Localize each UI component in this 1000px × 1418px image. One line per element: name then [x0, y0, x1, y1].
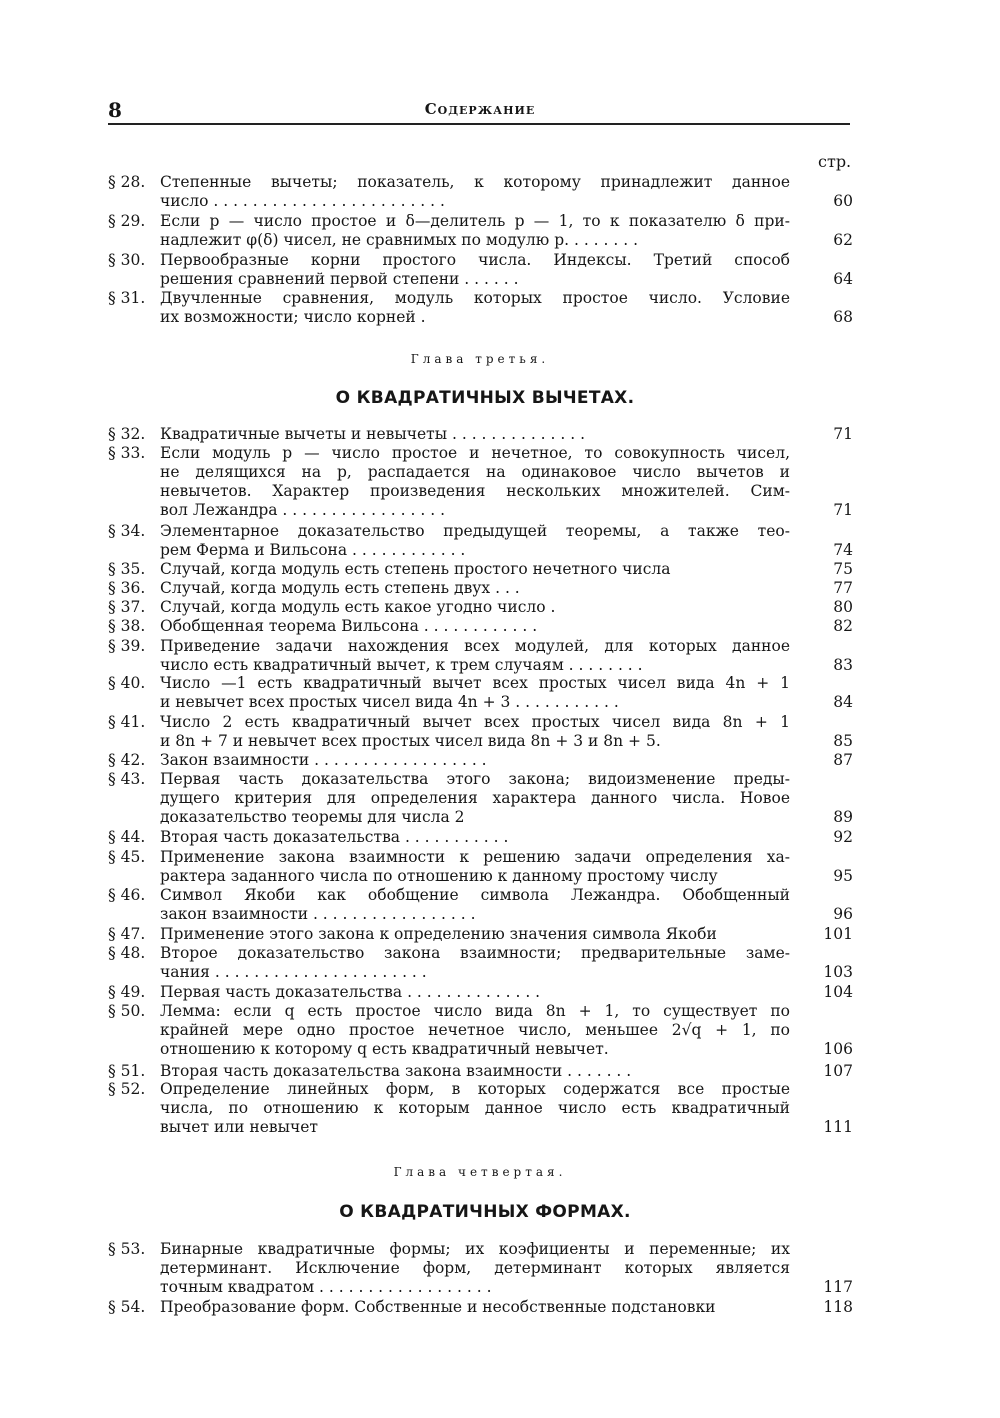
entry-text — [160, 1080, 790, 1137]
chapter-3-label: Глава третья. — [410, 352, 550, 366]
page-reference: 60 — [833, 192, 853, 210]
entry-line: крайней мере одно простое нечетное число, меньшее 2√q + 1, по — [160, 1021, 790, 1039]
entry-text — [160, 617, 790, 636]
entry-line: Число —1 есть квадратичный вычет всех простых чисел вида 4n + 1 — [160, 674, 790, 692]
page-reference: 103 — [823, 963, 853, 981]
entry-text — [160, 848, 790, 886]
entry-text — [160, 751, 790, 770]
entry-text — [160, 212, 790, 250]
page-reference: 64 — [833, 270, 853, 288]
entry-text — [160, 444, 790, 520]
entry-line: Двучленные сравнения, модуль которых простое число. Условие — [160, 289, 790, 307]
entry-line: надлежит φ(δ) чисел, не сравнимых по модулю p. . . . . . . . — [160, 231, 639, 249]
entry-line: решения сравнений первой степени . . . . . . — [160, 270, 519, 288]
entry-line: Вторая часть доказательства закона взаимности . . . . . . . — [160, 1062, 632, 1080]
page-reference: 96 — [833, 905, 853, 923]
entry-line: Степенные вычеты; показатель, к которому принадлежит данное — [160, 173, 790, 191]
entry-text — [160, 579, 790, 598]
entry-text — [160, 1298, 790, 1317]
page-header — [108, 96, 852, 126]
entry-line: Случай, когда модуль есть какое угодно число . — [160, 598, 556, 616]
section-number: § 51. — [108, 1062, 146, 1080]
entry-text — [160, 522, 790, 560]
section-number: § 35. — [108, 560, 146, 578]
entry-line: Закон взаимности . . . . . . . . . . . . . . . . . . — [160, 751, 487, 769]
section-number: § 46. — [108, 886, 146, 904]
entry-text — [160, 770, 790, 827]
section-number: § 29. — [108, 212, 146, 230]
entry-text — [160, 886, 790, 924]
entry-line: точным квадратом . . . . . . . . . . . . . . . . . . — [160, 1278, 492, 1296]
page-reference: 89 — [833, 808, 853, 826]
entry-line: Применение закона взаимности к решению задачи определения ха- — [160, 848, 790, 866]
entry-line: Элементарное доказательство предыдущей теоремы, а также тео- — [160, 522, 790, 540]
page-column-label: стр. — [818, 152, 852, 171]
entry-text — [160, 925, 790, 944]
entry-line: Приведение задачи нахождения всех модулей, для которых данное — [160, 637, 790, 655]
entry-line: и 8n + 7 и невычет всех простых чисел вида 8n + 3 и 8n + 5. — [160, 732, 661, 750]
entry-line: дущего критерия для определения характера данного числа. Новое — [160, 789, 790, 807]
page-reference: 75 — [833, 560, 853, 578]
entry-line: отношению к которому q есть квадратичный невычет. — [160, 1040, 609, 1058]
section-number: § 32. — [108, 425, 146, 443]
page-reference: 87 — [833, 751, 853, 769]
section-number: § 36. — [108, 579, 146, 597]
entry-line: Квадратичные вычеты и невычеты . . . . . . . . . . . . . . — [160, 425, 586, 443]
header-rule — [108, 123, 850, 125]
page-reference: 77 — [833, 579, 853, 597]
section-number: § 41. — [108, 713, 146, 731]
entry-text — [160, 674, 790, 712]
section-number: § 33. — [108, 444, 146, 462]
entry-line: Первая часть доказательства этого закона; видоизменение преды- — [160, 770, 790, 788]
entry-line: Применение этого закона к определению значения символа Якоби — [160, 925, 717, 943]
entry-line: Если модуль p — число простое и нечетное, то совокупность чисел, — [160, 444, 790, 462]
entry-text — [160, 251, 790, 289]
entry-line: число есть квадратичный вычет, к трем случаям . . . . . . . . — [160, 656, 643, 674]
entry-line: Лемма: если q есть простое число вида 8n + 1, то существует по — [160, 1002, 790, 1020]
page-reference: 85 — [833, 732, 853, 750]
entry-text — [160, 1240, 790, 1297]
section-number: § 49. — [108, 983, 146, 1001]
page-reference: 71 — [833, 425, 853, 443]
entry-text — [160, 713, 790, 751]
page-reference: 107 — [823, 1062, 853, 1080]
entry-text — [160, 289, 790, 327]
entry-line: вол Лежандра . . . . . . . . . . . . . . . . . — [160, 501, 445, 519]
page-reference: 118 — [823, 1298, 853, 1316]
section-number: § 30. — [108, 251, 146, 269]
entry-line: Символ Якоби как обобщение символа Лежандра. Обобщенный — [160, 886, 790, 904]
entry-line: рактера заданного числа по отношению к данному простому числу — [160, 867, 718, 885]
page-reference: 83 — [833, 656, 853, 674]
entry-text — [160, 1062, 790, 1081]
section-number: § 53. — [108, 1240, 146, 1258]
entry-line: детерминант. Исключение форм, детерминант которых является — [160, 1259, 790, 1277]
entry-line: закон взаимности . . . . . . . . . . . . . . . . . — [160, 905, 476, 923]
page-reference: 117 — [823, 1278, 853, 1296]
entry-line: их возможности; число корней . — [160, 308, 426, 326]
entry-line: не делящихся на p, распадается на одинаковое число вычетов и — [160, 463, 790, 481]
entry-text — [160, 173, 790, 211]
entry-line: вычет или невычет — [160, 1118, 318, 1136]
entry-line: Случай, когда модуль есть степень двух . . . — [160, 579, 520, 597]
entry-line: Если p — число простое и δ—делитель p — 1, то к показателю δ при- — [160, 212, 790, 230]
entry-text — [160, 1002, 790, 1059]
section-number: § 34. — [108, 522, 146, 540]
entry-text — [160, 598, 790, 617]
entry-text — [160, 828, 790, 847]
entry-line: Первообразные корни простого числа. Индексы. Третий способ — [160, 251, 790, 269]
page-number: 8 — [108, 98, 122, 122]
section-number: § 45. — [108, 848, 146, 866]
section-number: § 47. — [108, 925, 146, 943]
entry-line: Вторая часть доказательства . . . . . . . . . . . — [160, 828, 509, 846]
entry-line: рем Ферма и Вильсона . . . . . . . . . . . . — [160, 541, 466, 559]
section-number: § 42. — [108, 751, 146, 769]
entry-line: Обобщенная теорема Вильсона . . . . . . . . . . . . — [160, 617, 538, 635]
chapter-3-title: О КВАДРАТИЧНЫХ ВЫЧЕТАХ. — [335, 388, 635, 408]
page-reference: 80 — [833, 598, 853, 616]
entry-line: число . . . . . . . . . . . . . . . . . . . . . . . . — [160, 192, 445, 210]
entry-line: и невычет всех простых чисел вида 4n + 3 . . . . . . . . . . . — [160, 693, 619, 711]
section-number: § 43. — [108, 770, 146, 788]
entry-line: Второе доказательство закона взаимности; предварительные заме- — [160, 944, 790, 962]
section-number: § 52. — [108, 1080, 146, 1098]
entry-line: Определение линейных форм, в которых содержатся все простые — [160, 1080, 790, 1098]
page-reference: 62 — [833, 231, 853, 249]
entry-line: невычетов. Характер произведения нескольких множителей. Сим- — [160, 482, 790, 500]
entry-line: чания . . . . . . . . . . . . . . . . . . . . . . — [160, 963, 427, 981]
entry-line: Число 2 есть квадратичный вычет всех простых чисел вида 8n + 1 — [160, 713, 790, 731]
page-reference: 68 — [833, 308, 853, 326]
entry-text — [160, 944, 790, 982]
entry-text — [160, 560, 790, 579]
section-number: § 39. — [108, 637, 146, 655]
page-reference: 71 — [833, 501, 853, 519]
section-number: § 48. — [108, 944, 146, 962]
section-number: § 31. — [108, 289, 146, 307]
page-reference: 104 — [823, 983, 853, 1001]
chapter-4-title: О КВАДРАТИЧНЫХ ФОРМАХ. — [339, 1202, 631, 1222]
entry-text — [160, 983, 790, 1002]
page-reference: 106 — [823, 1040, 853, 1058]
running-title: Содержание — [424, 100, 536, 118]
entry-line: числа, по отношению к которым данное число есть квадратичный — [160, 1099, 790, 1117]
section-number: § 50. — [108, 1002, 146, 1020]
section-number: § 38. — [108, 617, 146, 635]
page-reference: 101 — [823, 925, 853, 943]
chapter-4-label: Глава четвертая. — [393, 1165, 567, 1179]
page-reference: 74 — [833, 541, 853, 559]
section-number: § 40. — [108, 674, 146, 692]
entry-line: доказательство теоремы для числа 2 — [160, 808, 465, 826]
section-number: § 37. — [108, 598, 146, 616]
entry-line: Бинарные квадратичные формы; их коэфициенты и переменные; их — [160, 1240, 790, 1258]
page-reference: 95 — [833, 867, 853, 885]
section-number: § 54. — [108, 1298, 146, 1316]
entry-line: Преобразование форм. Собственные и несобственные подстановки — [160, 1298, 716, 1316]
entry-text — [160, 425, 790, 444]
page-reference: 84 — [833, 693, 853, 711]
page-reference: 82 — [833, 617, 853, 635]
section-number: § 44. — [108, 828, 146, 846]
section-number: § 28. — [108, 173, 146, 191]
entry-text — [160, 637, 790, 675]
page-reference: 111 — [823, 1118, 853, 1136]
entry-line: Первая часть доказательства . . . . . . . . . . . . . . — [160, 983, 541, 1001]
entry-line: Случай, когда модуль есть степень простого нечетного числа — [160, 560, 671, 578]
page-reference: 92 — [833, 828, 853, 846]
